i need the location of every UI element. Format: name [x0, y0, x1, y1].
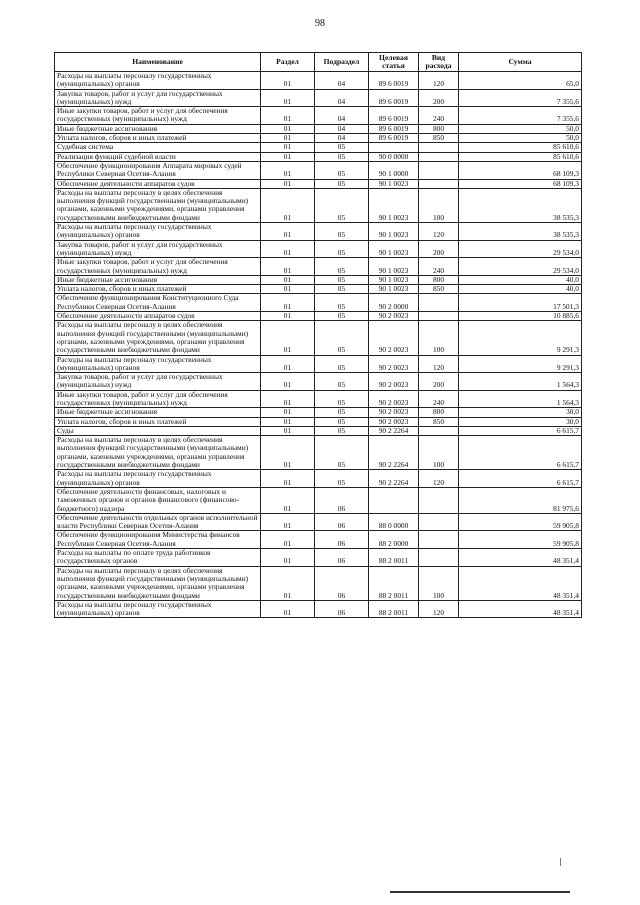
- cell-section: 01: [261, 566, 315, 600]
- cell-type: [419, 487, 459, 513]
- cell-target: 90 2 2264: [369, 426, 419, 435]
- table-row: [55, 531, 582, 549]
- cell-target: 90 1 0000: [369, 161, 419, 179]
- cell-type: [419, 312, 459, 321]
- scan-mark: [560, 858, 561, 866]
- cell-subsection: 05: [315, 436, 369, 470]
- cell-sum: 48 351,4: [459, 600, 582, 618]
- cell-subsection: 05: [315, 240, 369, 258]
- table-row: [55, 436, 582, 470]
- cell-type: 200: [419, 89, 459, 107]
- cell-target: 90 2 2264: [369, 436, 419, 470]
- cell-section: 01: [261, 390, 315, 408]
- cell-target: 90 2 0023: [369, 373, 419, 391]
- header-type: Вид расхода: [419, 53, 459, 72]
- cell-sum: 48 351,4: [459, 549, 582, 567]
- cell-subsection: 05: [315, 470, 369, 488]
- cell-sum: 40,0: [459, 285, 582, 294]
- table-row: [55, 223, 582, 241]
- cell-subsection: 05: [315, 258, 369, 276]
- cell-sum: 17 501,3: [459, 294, 582, 312]
- cell-section: 01: [261, 408, 315, 417]
- table-row: [55, 143, 582, 152]
- cell-target: 90 1 0023: [369, 285, 419, 294]
- cell-target: 88 0 0000: [369, 513, 419, 531]
- cell-name: Иные бюджетные ассигнования: [55, 408, 261, 417]
- cell-target: 90 1 0023: [369, 258, 419, 276]
- budget-table: [54, 52, 582, 618]
- cell-section: 01: [261, 417, 315, 426]
- cell-section: 01: [261, 107, 315, 125]
- table-row: [55, 258, 582, 276]
- cell-sum: 9 291,3: [459, 355, 582, 373]
- cell-sum: 6 615,7: [459, 470, 582, 488]
- cell-subsection: 05: [315, 275, 369, 284]
- cell-target: 90 2 2264: [369, 470, 419, 488]
- cell-section: 01: [261, 312, 315, 321]
- cell-target: 90 1 0023: [369, 240, 419, 258]
- table-row: [55, 417, 582, 426]
- table-row: [55, 600, 582, 618]
- cell-type: [419, 513, 459, 531]
- page-number: 98: [315, 18, 325, 29]
- cell-name: Уплата налогов, сборов и иных платежей: [55, 417, 261, 426]
- cell-target: [369, 143, 419, 152]
- cell-name: Иные закупки товаров, работ и услуг для обеспечения государственных (муниципальных) нужд: [55, 390, 261, 408]
- cell-subsection: 05: [315, 417, 369, 426]
- header-section: Раздел: [261, 53, 315, 72]
- table-row: [55, 355, 582, 373]
- cell-type: 120: [419, 223, 459, 241]
- cell-name: Обеспечение деятельности аппаратов судов: [55, 312, 261, 321]
- cell-target: 88 2 0011: [369, 600, 419, 618]
- cell-target: 88 2 0011: [369, 549, 419, 567]
- cell-section: 01: [261, 223, 315, 241]
- cell-subsection: 05: [315, 312, 369, 321]
- cell-sum: 30,0: [459, 408, 582, 417]
- cell-name: Обеспечение функционирования Аппарата мировых судей Республики Северная Осетия-Алания: [55, 161, 261, 179]
- cell-sum: 29 534,0: [459, 240, 582, 258]
- header-name: Наименование: [55, 53, 261, 72]
- cell-name: Судебная система: [55, 143, 261, 152]
- cell-name: Обеспечение деятельности отдельных органов исполнительной власти Республики Северная Осетия-Алания: [55, 513, 261, 531]
- cell-sum: 59 905,8: [459, 531, 582, 549]
- cell-type: 120: [419, 355, 459, 373]
- cell-sum: 81 975,6: [459, 487, 582, 513]
- cell-name: Закупка товаров, работ и услуг для государственных (муниципальных) нужд: [55, 373, 261, 391]
- cell-section: 01: [261, 258, 315, 276]
- cell-sum: 50,0: [459, 134, 582, 143]
- table-row: [55, 134, 582, 143]
- cell-name: Расходы на выплаты по оплате труда работников государственных органов: [55, 549, 261, 567]
- cell-target: 90 2 0023: [369, 417, 419, 426]
- cell-type: 240: [419, 107, 459, 125]
- cell-section: 01: [261, 513, 315, 531]
- cell-subsection: 06: [315, 566, 369, 600]
- cell-subsection: 04: [315, 124, 369, 133]
- cell-subsection: 06: [315, 600, 369, 618]
- table-row: [55, 470, 582, 488]
- table-row: [55, 72, 582, 90]
- cell-target: 89 6 0019: [369, 107, 419, 125]
- table-row: [55, 549, 582, 567]
- cell-name: Уплата налогов, сборов и иных платежей: [55, 134, 261, 143]
- cell-subsection: 05: [315, 223, 369, 241]
- cell-sum: 6 615,7: [459, 426, 582, 435]
- scan-line: [390, 891, 570, 893]
- table-row: [55, 513, 582, 531]
- cell-name: Обеспечение функционирования Конституционного Суда Республики Северная Осетия-Алания: [55, 294, 261, 312]
- cell-target: 89 6 0019: [369, 124, 419, 133]
- cell-subsection: 06: [315, 531, 369, 549]
- cell-section: 01: [261, 152, 315, 161]
- cell-subsection: 05: [315, 390, 369, 408]
- cell-name: Иные бюджетные ассигнования: [55, 124, 261, 133]
- table-row: [55, 240, 582, 258]
- cell-type: 800: [419, 275, 459, 284]
- header-target: Целевая статья: [369, 53, 419, 72]
- cell-target: 89 6 0019: [369, 72, 419, 90]
- cell-subsection: 05: [315, 143, 369, 152]
- cell-name: Закупка товаров, работ и услуг для государственных (муниципальных) нужд: [55, 240, 261, 258]
- cell-section: 01: [261, 188, 315, 222]
- cell-sum: 1 564,3: [459, 390, 582, 408]
- cell-target: 90 2 0023: [369, 390, 419, 408]
- cell-subsection: 05: [315, 294, 369, 312]
- table-row: [55, 179, 582, 188]
- cell-section: 01: [261, 179, 315, 188]
- cell-target: 90 1 0023: [369, 179, 419, 188]
- cell-section: 01: [261, 600, 315, 618]
- cell-subsection: 06: [315, 487, 369, 513]
- cell-sum: 29 534,0: [459, 258, 582, 276]
- cell-type: [419, 152, 459, 161]
- cell-section: 01: [261, 161, 315, 179]
- table-header-row: [55, 53, 582, 72]
- cell-type: 100: [419, 321, 459, 355]
- cell-sum: 9 291,3: [459, 321, 582, 355]
- cell-sum: 10 885,6: [459, 312, 582, 321]
- cell-subsection: 05: [315, 152, 369, 161]
- cell-sum: 40,0: [459, 275, 582, 284]
- cell-subsection: 05: [315, 373, 369, 391]
- cell-section: 01: [261, 373, 315, 391]
- cell-target: 90 1 0023: [369, 223, 419, 241]
- cell-sum: 38 535,3: [459, 223, 582, 241]
- cell-subsection: 04: [315, 72, 369, 90]
- cell-name: Иные закупки товаров, работ и услуг для обеспечения государственных (муниципальных) нужд: [55, 107, 261, 125]
- cell-sum: 48 351,4: [459, 566, 582, 600]
- cell-type: 100: [419, 188, 459, 222]
- cell-name: Суды: [55, 426, 261, 435]
- cell-name: Расходы на выплаты персоналу государственных (муниципальных) органов: [55, 72, 261, 90]
- cell-sum: 85 610,6: [459, 152, 582, 161]
- cell-type: 800: [419, 408, 459, 417]
- cell-name: Уплата налогов, сборов и иных платежей: [55, 285, 261, 294]
- cell-sum: 7 355,6: [459, 89, 582, 107]
- cell-section: 01: [261, 426, 315, 435]
- cell-type: 120: [419, 600, 459, 618]
- cell-section: 01: [261, 143, 315, 152]
- cell-subsection: 05: [315, 355, 369, 373]
- cell-type: [419, 143, 459, 152]
- cell-section: 01: [261, 487, 315, 513]
- cell-type: [419, 531, 459, 549]
- cell-subsection: 05: [315, 426, 369, 435]
- cell-target: 89 6 0019: [369, 89, 419, 107]
- cell-section: 01: [261, 89, 315, 107]
- cell-target: 90 0 0000: [369, 152, 419, 161]
- cell-sum: 68 109,3: [459, 179, 582, 188]
- cell-name: Расходы на выплаты персоналу в целях обеспечения выполнения функций государственными (муниципальными) органами, казенными учреждениями, органами управления государственными внебюджетными фондами: [55, 566, 261, 600]
- cell-subsection: 05: [315, 179, 369, 188]
- cell-sum: 6 615,7: [459, 436, 582, 470]
- cell-type: 240: [419, 258, 459, 276]
- cell-subsection: 06: [315, 513, 369, 531]
- cell-type: 100: [419, 566, 459, 600]
- cell-sum: 1 564,3: [459, 373, 582, 391]
- cell-name: Реализация функций судебной власти: [55, 152, 261, 161]
- cell-target: 90 2 0000: [369, 294, 419, 312]
- cell-name: Расходы на выплаты персоналу в целях обеспечения выполнения функций государственными (муниципальными) органами, казенными учреждениями, органами управления государственными внебюджетными фондами: [55, 321, 261, 355]
- cell-sum: 68 109,3: [459, 161, 582, 179]
- cell-type: [419, 549, 459, 567]
- cell-target: 88 2 0011: [369, 566, 419, 600]
- cell-section: 01: [261, 321, 315, 355]
- cell-name: Обеспечение функционирования Министерства финансов Республики Северная Осетия-Алания: [55, 531, 261, 549]
- cell-name: Расходы на выплаты персоналу государственных (муниципальных) органов: [55, 223, 261, 241]
- table-row: [55, 294, 582, 312]
- cell-name: Иные закупки товаров, работ и услуг для обеспечения государственных (муниципальных) нужд: [55, 258, 261, 276]
- table-row: [55, 321, 582, 355]
- table-body: [55, 72, 582, 618]
- cell-subsection: 05: [315, 161, 369, 179]
- cell-type: [419, 294, 459, 312]
- cell-type: 120: [419, 72, 459, 90]
- cell-name: Расходы на выплаты персоналу в целях обеспечения выполнения функций государственными (муниципальными) органами, казенными учреждениями, органами управления государственными внебюджетными фондами: [55, 436, 261, 470]
- table-row: [55, 390, 582, 408]
- cell-subsection: 04: [315, 134, 369, 143]
- cell-target: 89 6 0019: [369, 134, 419, 143]
- cell-name: Иные бюджетные ассигнования: [55, 275, 261, 284]
- table-row: [55, 161, 582, 179]
- cell-target: 90 2 0023: [369, 408, 419, 417]
- cell-subsection: 04: [315, 89, 369, 107]
- cell-name: Закупка товаров, работ и услуг для государственных (муниципальных) нужд: [55, 89, 261, 107]
- cell-type: 850: [419, 417, 459, 426]
- cell-subsection: 06: [315, 549, 369, 567]
- cell-subsection: 05: [315, 321, 369, 355]
- cell-target: 90 2 0023: [369, 321, 419, 355]
- cell-subsection: 05: [315, 408, 369, 417]
- cell-sum: 59 905,8: [459, 513, 582, 531]
- cell-name: Расходы на выплаты персоналу государственных (муниципальных) органов: [55, 470, 261, 488]
- cell-sum: 50,0: [459, 124, 582, 133]
- cell-type: 100: [419, 436, 459, 470]
- cell-subsection: 05: [315, 188, 369, 222]
- cell-type: 120: [419, 470, 459, 488]
- cell-sum: 65,0: [459, 72, 582, 90]
- table-row: [55, 188, 582, 222]
- table-row: [55, 107, 582, 125]
- table-row: [55, 487, 582, 513]
- cell-section: 01: [261, 470, 315, 488]
- cell-target: 88 2 0000: [369, 531, 419, 549]
- cell-name: Расходы на выплаты персоналу в целях обеспечения выполнения функций государственными (муниципальными) органами, казенными учреждениями, органами управления государственными внебюджетными фондами: [55, 188, 261, 222]
- cell-sum: 7 355,6: [459, 107, 582, 125]
- cell-name: Обеспечение деятельности финансовых, налоговых и таможенных органов и органов финансового (финансово-бюджетного) надзора: [55, 487, 261, 513]
- cell-subsection: 05: [315, 285, 369, 294]
- cell-section: 01: [261, 549, 315, 567]
- table-row: [55, 373, 582, 391]
- header-sum: Сумма: [459, 53, 582, 72]
- cell-section: 01: [261, 531, 315, 549]
- cell-section: 01: [261, 294, 315, 312]
- cell-type: 200: [419, 240, 459, 258]
- cell-target: 90 1 0023: [369, 188, 419, 222]
- cell-section: 01: [261, 285, 315, 294]
- cell-sum: 85 610,6: [459, 143, 582, 152]
- cell-section: 01: [261, 436, 315, 470]
- cell-type: 850: [419, 134, 459, 143]
- cell-type: 850: [419, 285, 459, 294]
- cell-target: [369, 487, 419, 513]
- cell-type: [419, 161, 459, 179]
- cell-name: Расходы на выплаты персоналу государственных (муниципальных) органов: [55, 600, 261, 618]
- table-row: [55, 566, 582, 600]
- cell-type: 800: [419, 124, 459, 133]
- cell-sum: 38 535,3: [459, 188, 582, 222]
- cell-type: 240: [419, 390, 459, 408]
- cell-section: 01: [261, 124, 315, 133]
- cell-target: 90 2 0023: [369, 312, 419, 321]
- table-row: [55, 408, 582, 417]
- cell-subsection: 04: [315, 107, 369, 125]
- cell-section: 01: [261, 72, 315, 90]
- cell-type: 200: [419, 373, 459, 391]
- cell-target: 90 1 0023: [369, 275, 419, 284]
- cell-type: [419, 426, 459, 435]
- header-subsection: Подраздел: [315, 53, 369, 72]
- cell-section: 01: [261, 134, 315, 143]
- cell-section: 01: [261, 275, 315, 284]
- cell-target: 90 2 0023: [369, 355, 419, 373]
- cell-name: Обеспечение деятельности аппаратов судов: [55, 179, 261, 188]
- cell-name: Расходы на выплаты персоналу государственных (муниципальных) органов: [55, 355, 261, 373]
- cell-sum: 30,0: [459, 417, 582, 426]
- cell-section: 01: [261, 355, 315, 373]
- cell-type: [419, 179, 459, 188]
- table-row: [55, 89, 582, 107]
- cell-section: 01: [261, 240, 315, 258]
